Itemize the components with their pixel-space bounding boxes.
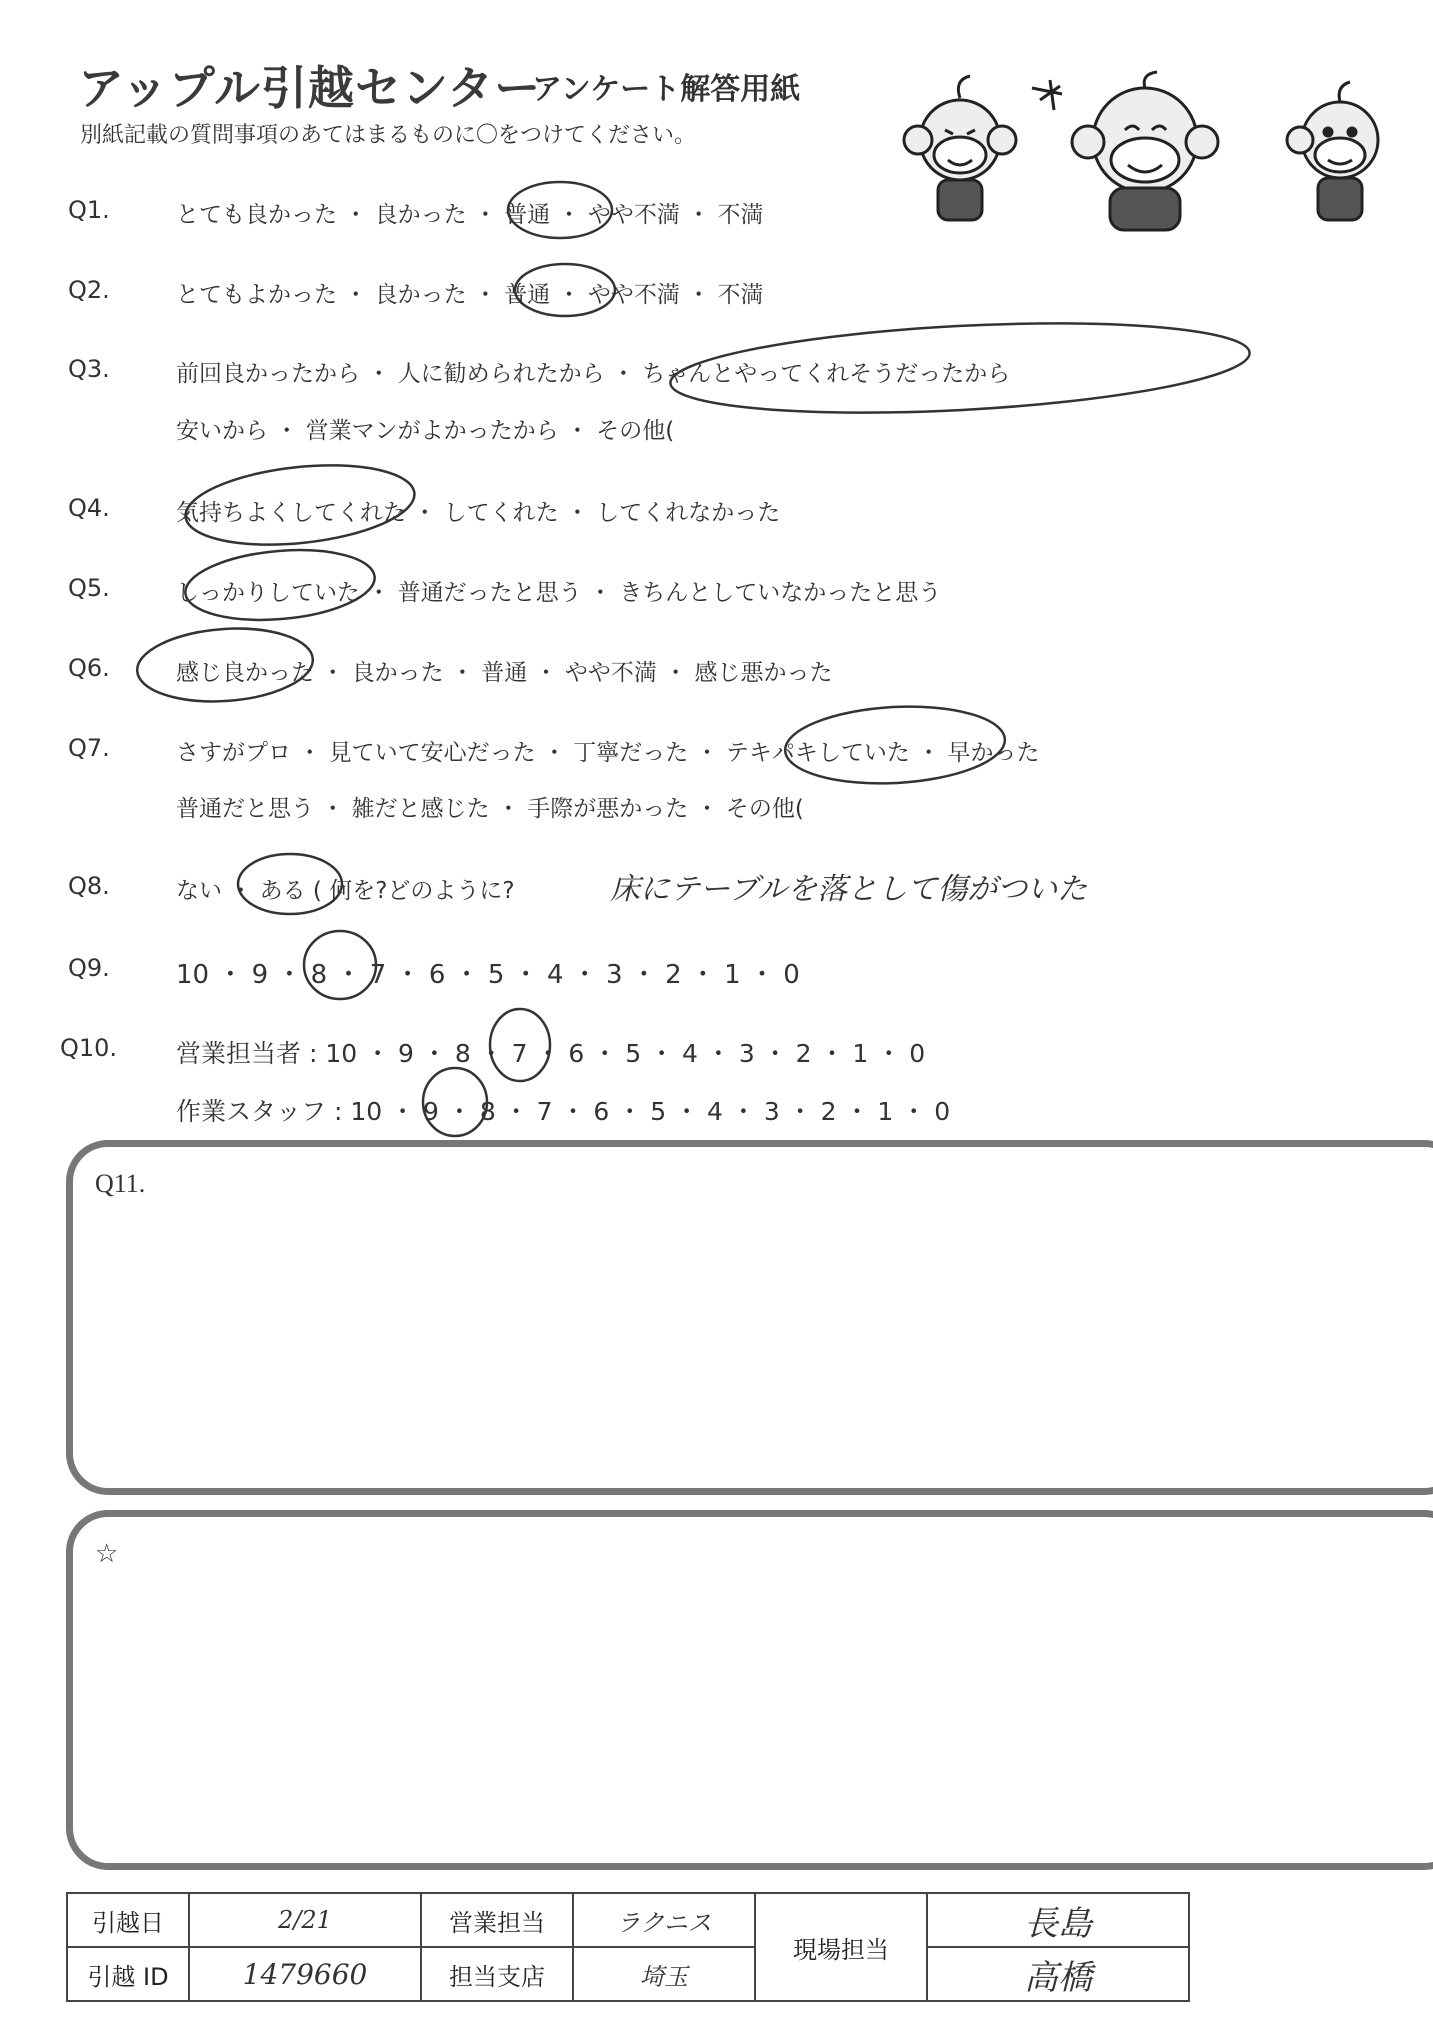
star-comment-box: [66, 1510, 1433, 1870]
q2-options: とてもよかった ・ 良かった ・ 普通 ・ やや不満 ・ 不満: [176, 282, 764, 308]
q10-sales-options: 営業担当者 : 10 ・ 9 ・ 8 ・ 7 ・ 6 ・ 5 ・ 4 ・ 3 ・ 2 ・ 1 ・ 0: [176, 1039, 926, 1068]
document-title: アップル引越センター: [78, 61, 542, 115]
q5-options: しっかりしていた ・ 普通だったと思う ・ きちんとしていなかったと思う: [176, 580, 942, 606]
q7-label: Q7.: [68, 734, 110, 762]
q2-label: Q2.: [68, 276, 110, 304]
q7-options-line1: さすがプロ ・ 見ていて安心だった ・ 丁寧だった ・ テキパキしていた ・ 早かった: [176, 740, 1040, 766]
move-date-value: 2/21: [189, 1893, 421, 1947]
q4-options: 気持ちよくしてくれた ・ してくれた ・ してくれなかった: [176, 500, 781, 526]
branch-label: 担当支店: [421, 1947, 573, 2001]
q3-options-line2: 安いから ・ 営業マンがよかったから ・ その他(: [176, 418, 675, 444]
move-id-label: 引越 ID: [67, 1947, 189, 2001]
q5-label: Q5.: [68, 574, 110, 602]
q3-label: Q3.: [68, 355, 110, 383]
q9-label: Q9.: [68, 954, 110, 982]
instruction-text: 別紙記載の質問事項のあてはまるものに〇をつけてください。: [80, 123, 697, 148]
branch-value: 埼玉: [573, 1947, 755, 2001]
monkey-icon-center: [1072, 72, 1218, 230]
q8-handwritten-answer: 床にテーブルを落として傷がついた: [610, 872, 1088, 907]
mascot-monkeys-illustration: [900, 70, 1420, 240]
q9-options: 10 ・ 9 ・ 8 ・ 7 ・ 6 ・ 5 ・ 4 ・ 3 ・ 2 ・ 1 ・ 0: [176, 960, 800, 990]
site-staff-1: 長島: [927, 1893, 1189, 1947]
q8-label: Q8.: [68, 872, 110, 900]
monkey-icon-left: [904, 76, 1016, 220]
star-label: ☆: [95, 1539, 119, 1568]
document-subtitle: アンケート解答用紙: [532, 72, 801, 107]
q10-label: Q10.: [60, 1034, 118, 1062]
q6-options: 感じ良かった ・ 良かった ・ 普通 ・ やや不満 ・ 感じ悪かった: [176, 660, 833, 686]
footer-row-1: [67, 1893, 1189, 1947]
q1-label: Q1.: [68, 196, 110, 224]
sparkle-icon: [1032, 80, 1062, 110]
move-id-value: 1479660: [189, 1947, 421, 2001]
q10-staff-options: 作業スタッフ : 10 ・ 9 ・ 8 ・ 7 ・ 6 ・ 5 ・ 4 ・ 3 ・ 2 ・ 1 ・ 0: [176, 1097, 951, 1126]
sales-value: ラクニス: [573, 1893, 755, 1947]
footer-row-2: [67, 1947, 1189, 2001]
q4-label: Q4.: [68, 494, 110, 522]
site-staff-2: 高橋: [927, 1947, 1189, 2001]
sales-label: 営業担当: [421, 1893, 573, 1947]
monkey-icon-right: [1287, 82, 1378, 220]
footer-info-table: [66, 1892, 1190, 2002]
q8-options: ない ・ ある ( 何を?どのように?: [176, 878, 515, 904]
q3-options-line1: 前回良かったから ・ 人に勧められたから ・ ちゃんとやってくれそうだったから: [176, 361, 1011, 387]
site-label: 現場担当: [755, 1893, 927, 2001]
q7-options-line2: 普通だと思う ・ 雑だと感じた ・ 手際が悪かった ・ その他(: [176, 796, 804, 822]
q11-comment-box: [66, 1140, 1433, 1495]
q6-label: Q6.: [68, 654, 110, 682]
q1-options: とても良かった ・ 良かった ・ 普通 ・ やや不満 ・ 不満: [176, 202, 764, 228]
q11-label: Q11.: [95, 1169, 146, 1198]
move-date-label: 引越日: [67, 1893, 189, 1947]
